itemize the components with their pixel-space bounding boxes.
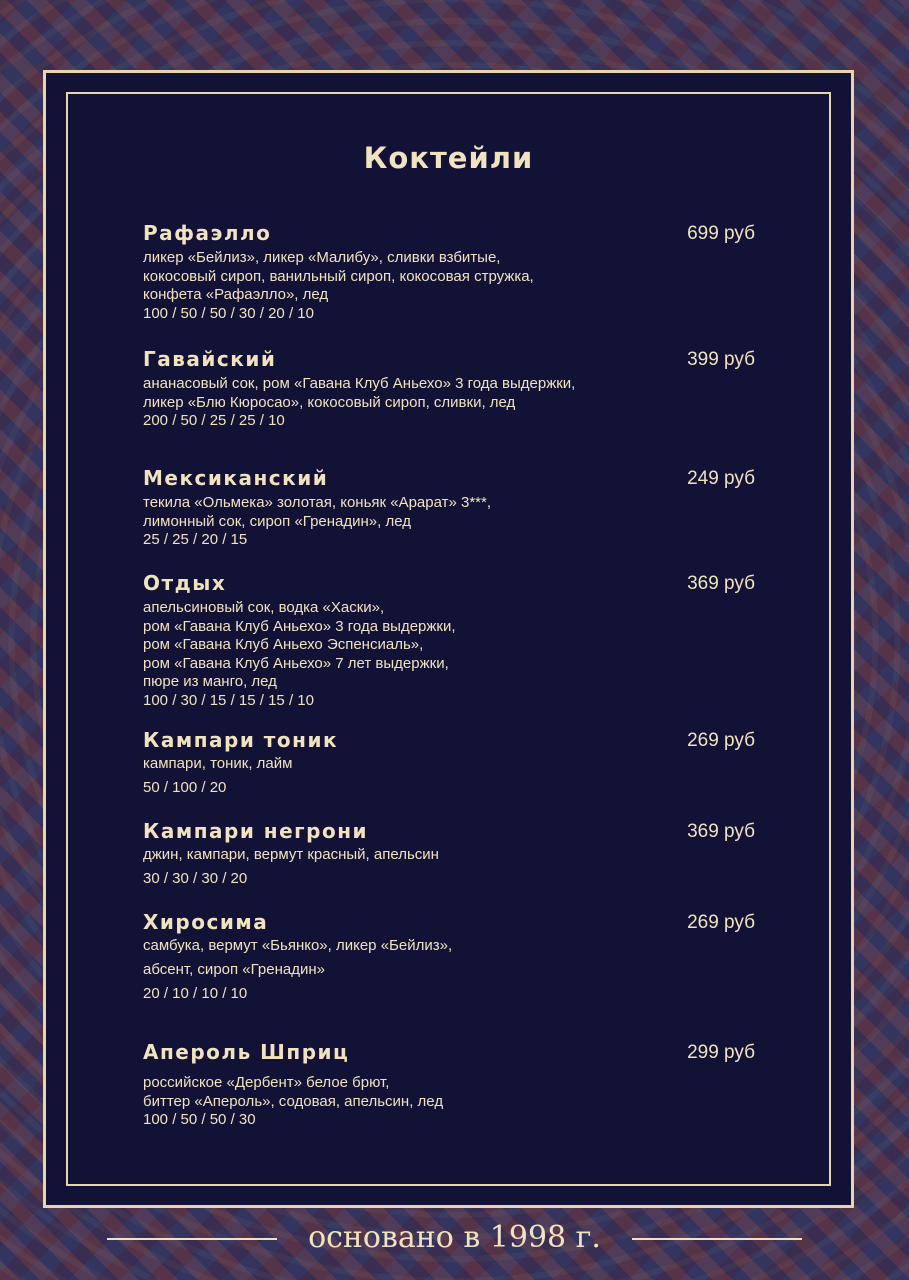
description-line: текила «Ольмека» золотая, коньяк «Арарат» 3***, <box>143 494 492 511</box>
item-description <box>143 752 755 800</box>
footer-divider-right <box>632 1238 802 1240</box>
item-description <box>143 599 755 710</box>
menu-item-otdykh <box>143 571 755 710</box>
item-name: Рафаэлло <box>143 221 272 245</box>
description-line: абсент, сироп «Гренадин» <box>143 961 325 978</box>
item-price: 269 руб <box>687 730 755 751</box>
portion-line: 30 / 30 / 30 / 20 <box>143 870 248 887</box>
item-description <box>143 934 755 1006</box>
item-price: 399 руб <box>687 349 755 370</box>
item-name: Апероль Шприц <box>143 1040 350 1064</box>
item-description <box>143 494 755 550</box>
menu-title: Коктейли <box>363 141 534 175</box>
portion-line: 20 / 10 / 10 / 10 <box>143 985 248 1002</box>
item-name: Кампари негрони <box>143 819 369 843</box>
item-price: 369 руб <box>687 821 755 842</box>
menu-item-kampari-tonik <box>143 728 755 800</box>
item-price: 699 руб <box>687 223 755 244</box>
menu-item-khirosima <box>143 910 755 1006</box>
item-description <box>143 249 755 323</box>
description-line: лимонный сок, сироп «Гренадин», лед <box>143 512 411 530</box>
portion-line: 25 / 25 / 20 / 15 <box>143 531 248 548</box>
portion-line: 200 / 50 / 25 / 25 / 10 <box>143 412 285 429</box>
description-line: российское «Дербент» белое брют, <box>143 1074 390 1091</box>
description-line: ром «Гавана Клуб Аньехо» 3 года выдержки, <box>143 617 456 635</box>
description-line: кокосовый сироп, ванильный сироп, кокосовая стружка, <box>143 267 534 285</box>
description-line: ликер «Бейлиз», ликер «Малибу», сливки взбитые, <box>143 249 501 266</box>
menu-item-aperol-shprits <box>143 1040 755 1130</box>
description-line: апельсиновый сок, водка «Хаски», <box>143 599 385 616</box>
item-description <box>143 843 755 891</box>
item-description <box>143 1074 755 1130</box>
item-description <box>143 375 755 431</box>
description-line: пюре из манго, лед <box>143 673 277 690</box>
description-line: джин, кампари, вермут красный, апельсин <box>143 846 439 863</box>
portion-line: 100 / 50 / 50 / 30 / 20 / 10 <box>143 304 314 322</box>
item-name: Гавайский <box>143 347 277 371</box>
portion-line: 100 / 50 / 50 / 30 <box>143 1111 256 1128</box>
founded-text: основано в 1998 г. <box>308 1220 601 1255</box>
item-price: 249 руб <box>687 468 755 489</box>
menu-item-meksikansky <box>143 466 755 550</box>
item-name: Мексиканский <box>143 466 329 490</box>
item-price: 299 руб <box>687 1042 755 1063</box>
description-line: ром «Гавана Клуб Аньехо» 7 лет выдержки, <box>143 654 449 672</box>
item-price: 269 руб <box>687 912 755 933</box>
portion-line: 50 / 100 / 20 <box>143 779 227 796</box>
portion-line: 100 / 30 / 15 / 15 / 15 / 10 <box>143 691 314 709</box>
description-line: самбука, вермут «Бьянко», ликер «Бейлиз», <box>143 937 453 954</box>
description-line: ликер «Блю Кюросао», кокосовый сироп, сливки, лед <box>143 393 516 411</box>
description-line: ананасовый сок, ром «Гавана Клуб Аньехо» 3 года выдержки, <box>143 375 576 392</box>
description-line: кампари, тоник, лайм <box>143 755 293 772</box>
item-name: Хиросима <box>143 910 269 934</box>
footer <box>0 1218 909 1258</box>
description-line: ром «Гавана Клуб Аньехо Эспенсиаль», <box>143 636 424 653</box>
item-name: Кампари тоник <box>143 728 339 752</box>
menu-item-rafaello <box>143 221 755 323</box>
item-name: Отдых <box>143 571 227 595</box>
menu-item-kampari-negroni <box>143 819 755 891</box>
menu-item-gavaysky <box>143 347 755 431</box>
item-price: 369 руб <box>687 573 755 594</box>
description-line: биттер «Апероль», содовая, апельсин, лед <box>143 1092 444 1110</box>
menu-card <box>43 70 854 1208</box>
description-line: конфета «Рафаэлло», лед <box>143 286 329 303</box>
